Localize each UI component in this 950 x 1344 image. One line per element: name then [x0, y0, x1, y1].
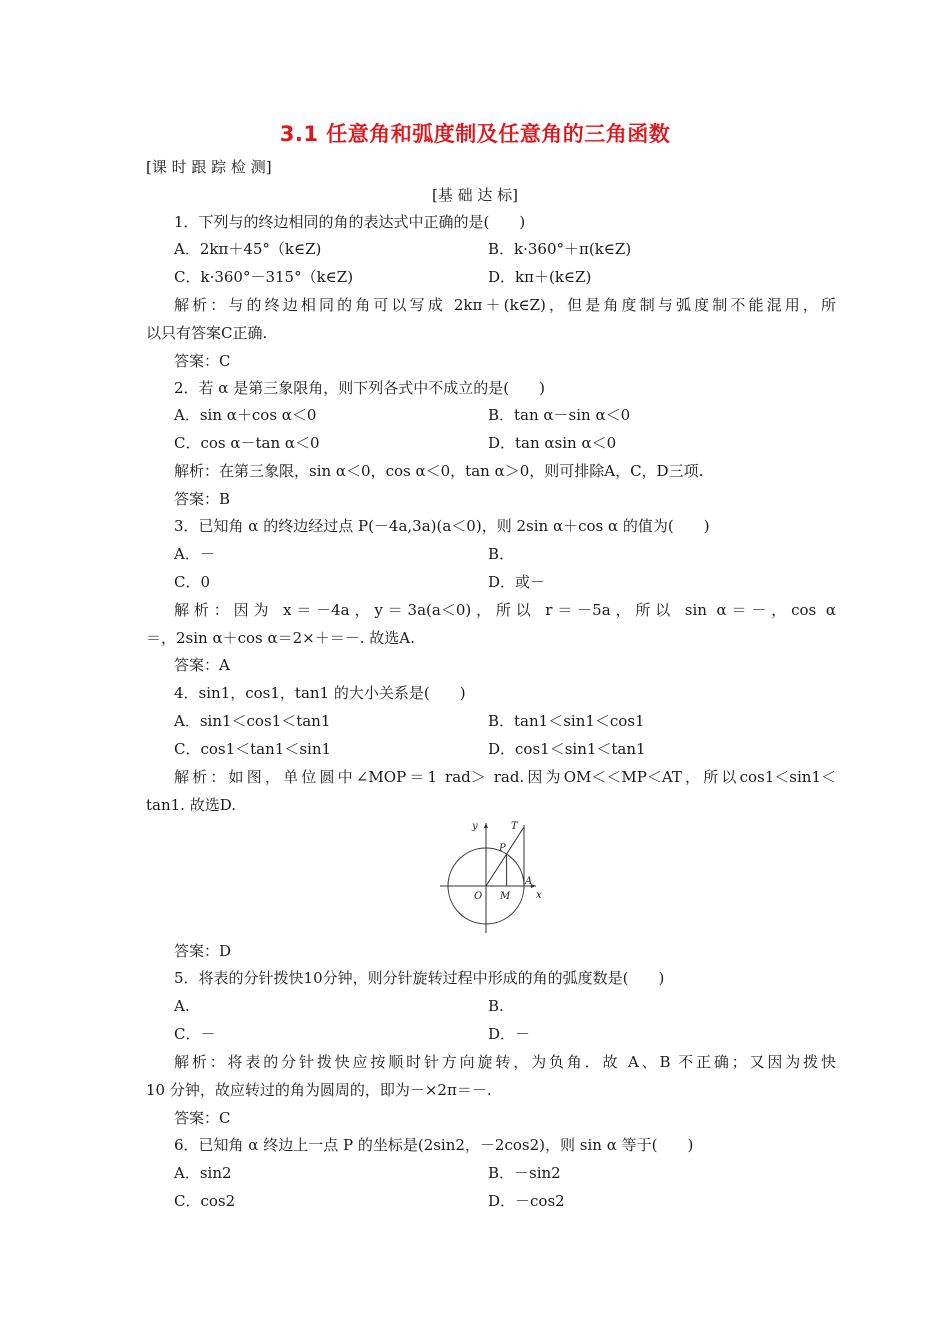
terminal-side	[486, 827, 524, 886]
option-d: D．kπ＋(k∈Z)	[488, 268, 592, 286]
analysis-line: 解析：与的终边相同的角可以写成 2kπ＋(k∈Z)，但是角度制与弧度制不能混用，所	[174, 296, 836, 314]
answer: 答案：D	[174, 942, 232, 960]
analysis-line: ＝，2sin α＋cos α＝2×＋＝－. 故选A.	[146, 629, 415, 647]
option-c: C．cos1＜tan1＜sin1	[174, 740, 332, 758]
label-P: P	[499, 843, 506, 854]
question-stem: 3．已知角 α 的终边经过点 P(－4a,3a)(a＜0)，则 2sin α＋cos α 的值为( )	[174, 517, 710, 535]
label-y: y	[472, 821, 478, 832]
label-T: T	[511, 821, 518, 832]
question-stem: 4．sin1，cos1，tan1 的大小关系是( )	[174, 684, 466, 702]
option-b: B．－sin2	[488, 1164, 561, 1182]
option-b: B．tan1＜sin1＜cos1	[488, 712, 645, 730]
option-c: C．cos2	[174, 1192, 236, 1210]
option-b: B.	[488, 997, 504, 1015]
analysis-line: 解析：在第三象限，sin α＜0，cos α＜0，tan α＞0，则可排除A，C，D三项.	[174, 462, 704, 480]
option-c: C．cos α－tan α＜0	[174, 434, 320, 452]
question-stem: 2．若 α 是第三象限角，则下列各式中不成立的是( )	[174, 379, 545, 397]
answer: 答案：B	[174, 490, 231, 508]
label-x: x	[536, 890, 542, 901]
analysis-line: 以只有答案C正确.	[146, 324, 268, 342]
section-label: [课 时 跟 踪 检 测]	[146, 158, 272, 176]
option-c: C．－	[174, 1025, 216, 1043]
option-a: A．－	[174, 545, 215, 563]
page-title: 3.1 任意角和弧度制及任意角的三角函数	[279, 122, 671, 146]
label-A: A	[525, 876, 533, 887]
label-M: M	[500, 891, 511, 902]
analysis-line: 解析：因为 x＝－4a，y＝3a(a＜0)，所以 r＝－5a，所以 sin α＝－，cos α	[174, 601, 836, 619]
option-d: D．tan αsin α＜0	[488, 434, 617, 452]
unit-circle-figure	[430, 815, 550, 935]
option-b: B．	[488, 545, 515, 563]
option-c: C．0	[174, 573, 211, 591]
subsection-label: [基 础 达 标]	[431, 186, 518, 204]
option-c: C．k·360°－315°（k∈Z)	[174, 268, 354, 286]
option-d: D．－cos2	[488, 1192, 565, 1210]
analysis-line: tan1. 故选D.	[146, 796, 236, 814]
y-axis-arrow	[484, 823, 488, 828]
option-d: D．cos1＜sin1＜tan1	[488, 740, 646, 758]
option-d: D．－	[488, 1025, 531, 1043]
question-stem: 6．已知角 α 终边上一点 P 的坐标是(2sin2，－2cos2)，则 sin α 等于( )	[174, 1136, 694, 1154]
answer: 答案：A	[174, 656, 230, 674]
option-d: D．或－	[488, 573, 546, 591]
option-a: A.	[174, 997, 190, 1015]
question-stem: 1．下列与的终边相同的角的表达式中正确的是( )	[174, 213, 526, 231]
option-b: B．tan α－sin α＜0	[488, 406, 631, 424]
answer: 答案：C	[174, 1109, 231, 1127]
option-a: A．2kπ＋45°（k∈Z)	[174, 240, 322, 258]
option-a: A．sin1＜cos1＜tan1	[174, 712, 331, 730]
analysis-line: 解析：如图，单位圆中∠MOP＝1 rad＞ rad.因为OM＜＜MP＜AT，所以cos1＜sin1＜	[174, 768, 836, 786]
analysis-line: 10 分钟，故应转过的角为圆周的，即为－×2π＝－.	[146, 1081, 492, 1099]
label-O: O	[474, 891, 483, 902]
answer: 答案：C	[174, 352, 231, 370]
analysis-line: 解析：将表的分针拨快应按顺时针方向旋转，为负角．故 A、B 不正确；又因为拨快	[174, 1053, 836, 1071]
option-a: A．sin α＋cos α＜0	[174, 406, 317, 424]
option-b: B．k·360°＋π(k∈Z)	[488, 240, 632, 258]
option-a: A．sin2	[174, 1164, 232, 1182]
question-stem: 5．将表的分针拨快10分钟，则分针旋转过程中形成的角的弧度数是( )	[174, 969, 665, 987]
